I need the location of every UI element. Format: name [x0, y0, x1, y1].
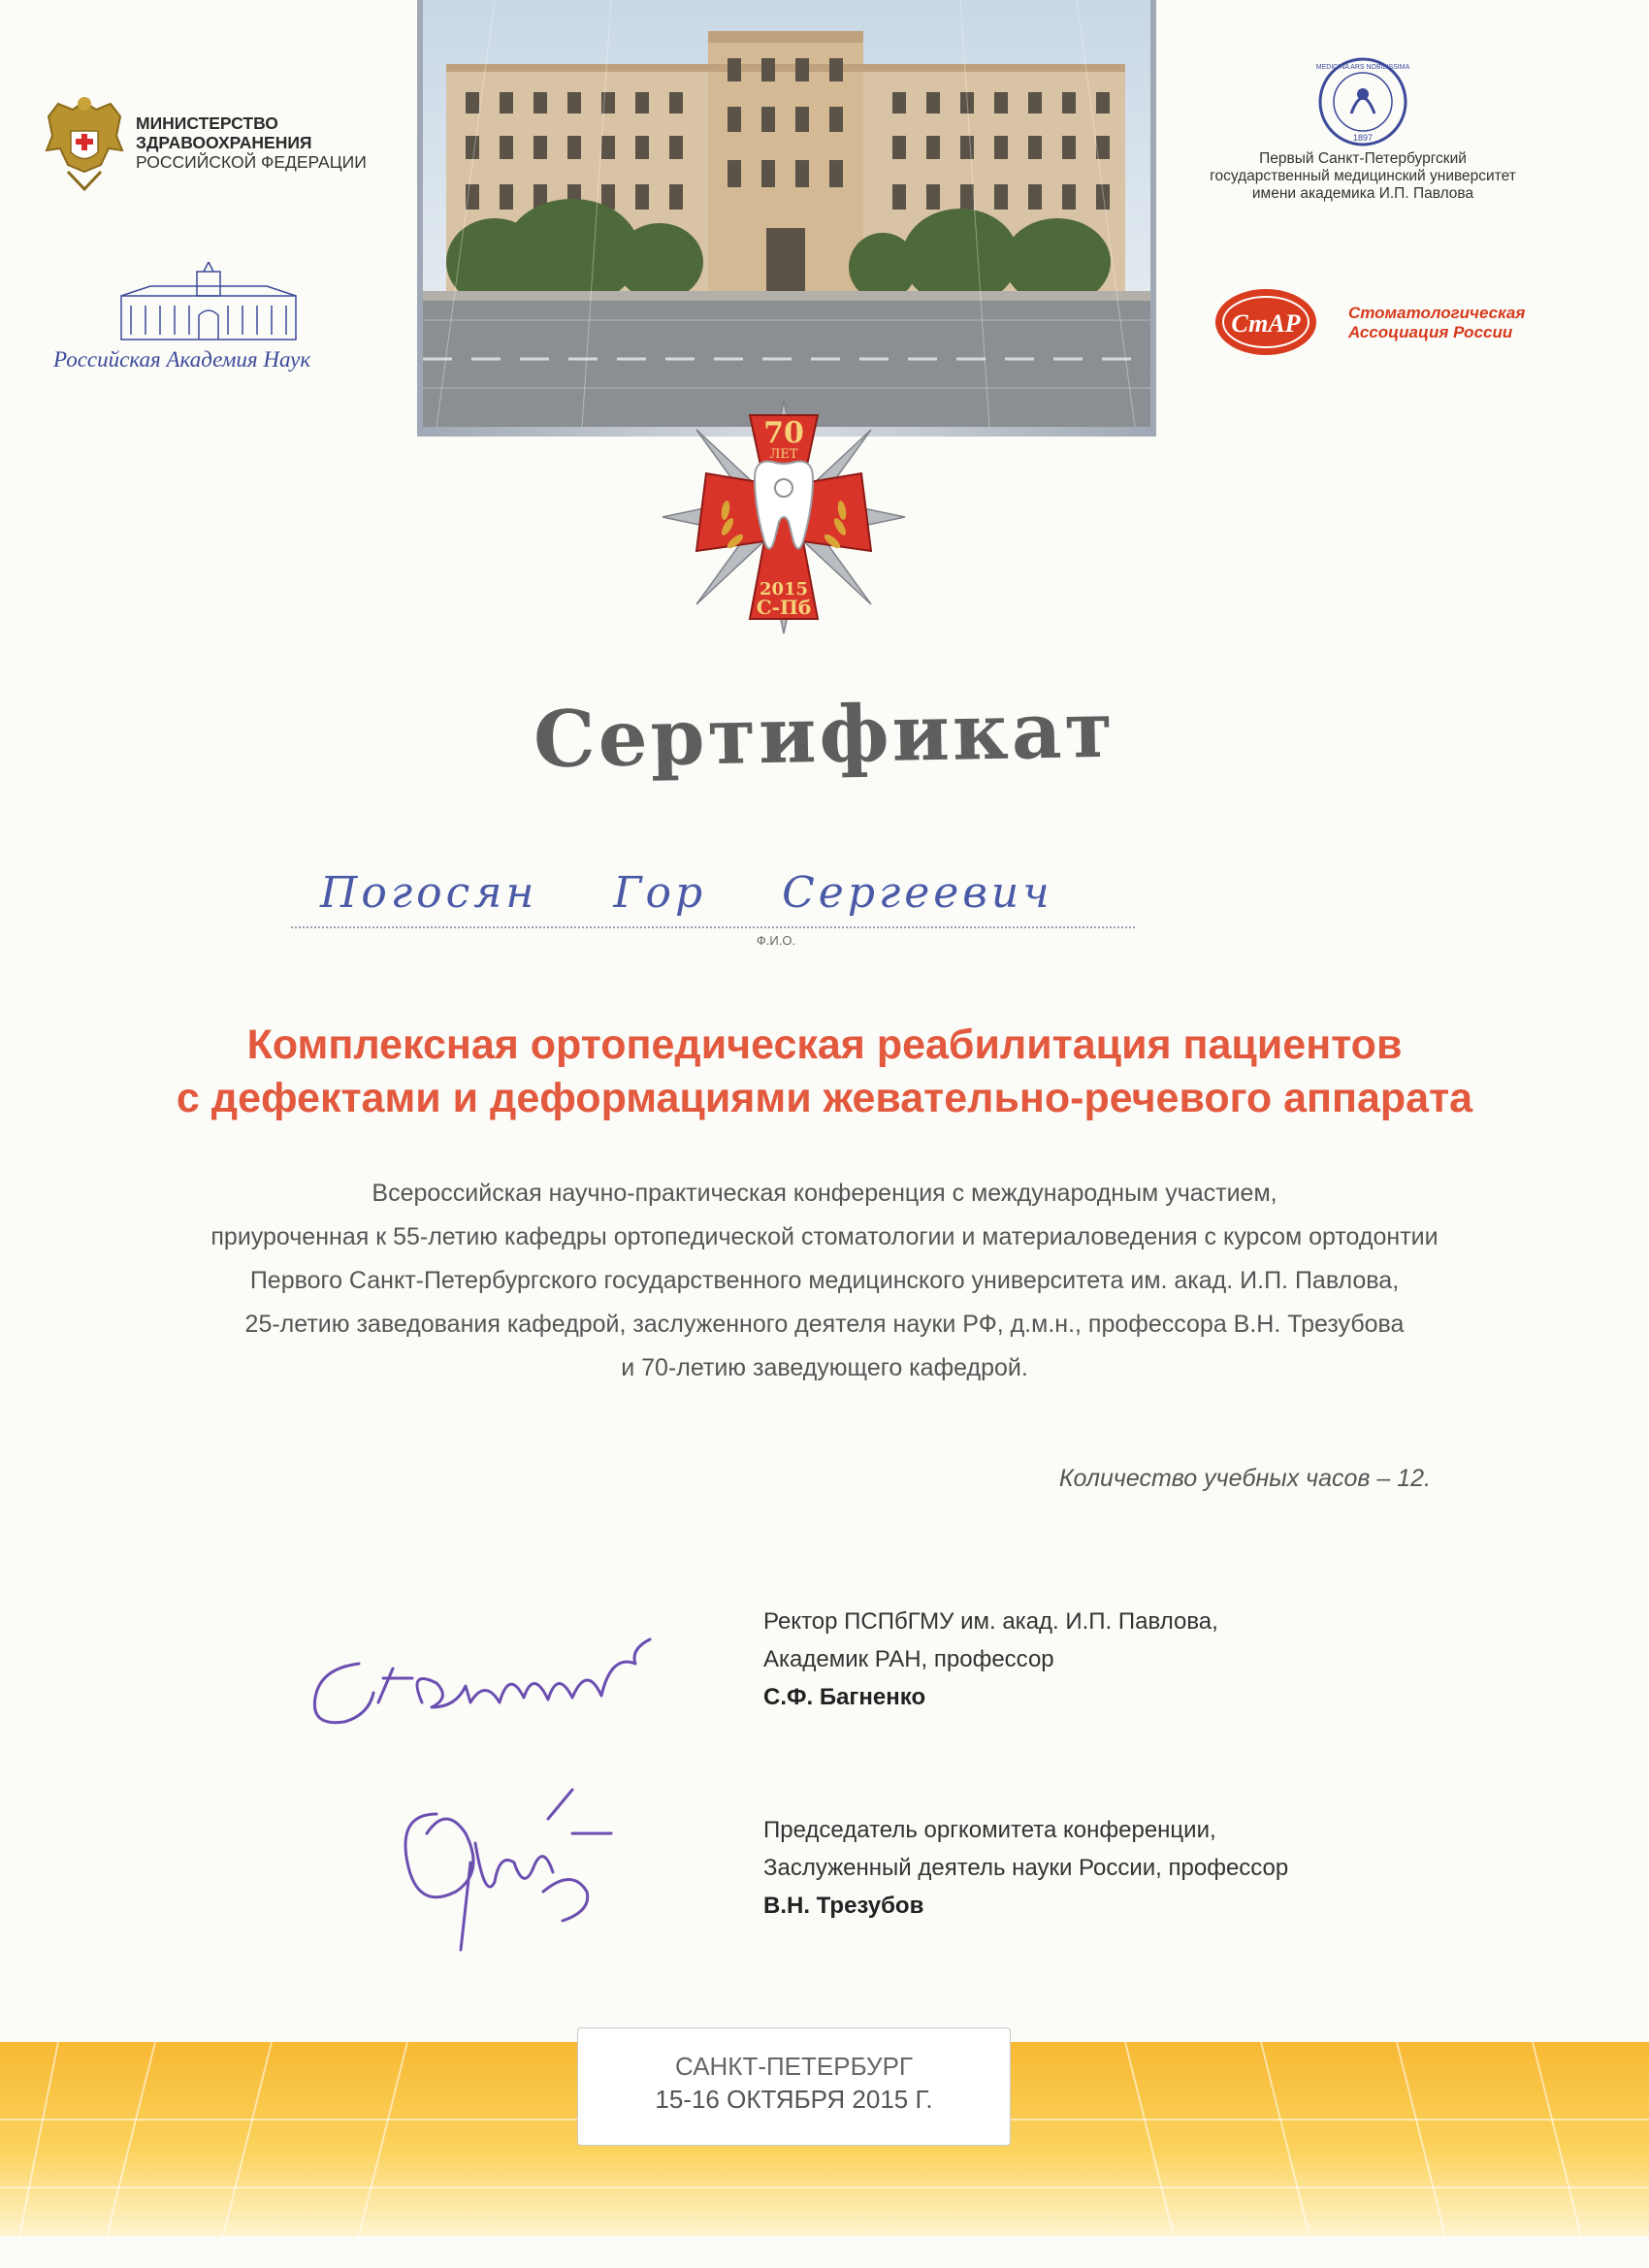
signature-bagnenko [301, 1610, 669, 1746]
headline-line-2: с дефектами и деформациями жевательно-речевого аппарата [176, 1075, 1473, 1121]
headline-line-1: Комплексная ортопедическая реабилитация пациентов [246, 1021, 1403, 1068]
event-place-date [577, 2027, 1011, 2146]
star-line-2: Ассоциация России [1348, 323, 1513, 341]
ministry-line-1: МИНИСТЕРСТВО [136, 113, 278, 133]
rector-position: Ректор ПСПбГМУ им. акад. И.П. Павлова, [763, 1608, 1218, 1635]
emblem-70: 70 [763, 416, 804, 450]
emblem-years: ЛЕТ [769, 447, 798, 462]
signatory-chairman [763, 1811, 1442, 1925]
description-line-2: приуроченная к 55-летию кафедры ортопедической стоматологии и материаловедения с курсом ортодонтии [210, 1223, 1439, 1250]
emblem-year: 2015 [759, 579, 809, 599]
ministry-line-3: РОССИЙСКОЙ ФЕДЕРАЦИИ [136, 152, 367, 172]
building-photo [417, 0, 1156, 437]
conference-description [0, 1172, 1649, 1390]
chairman-position: Председатель оргкомитета конференции, [763, 1817, 1216, 1843]
double-headed-eagle-icon [39, 92, 131, 194]
event-city: САНКТ-ПЕТЕРБУРГ [674, 2052, 913, 2081]
anniversary-emblem [658, 396, 910, 638]
name-caption: Ф.И.О. [756, 933, 796, 948]
course-headline [0, 1019, 1649, 1125]
star-line-1: Стоматологическая [1348, 304, 1526, 322]
university-line-1: Первый Санкт-Петербургский [1259, 150, 1467, 167]
signatory-rector [763, 1603, 1442, 1716]
university-seal-year: 1897 [1352, 133, 1374, 143]
ras-logo [53, 262, 364, 378]
star-association-icon [1212, 286, 1319, 359]
description-line-5: и 70-летию заведующего кафедрой. [621, 1354, 1028, 1381]
ras-name: Российская Академия Наук [53, 347, 311, 372]
academy-building-icon [112, 262, 306, 344]
certificate-title: Сертификат [533, 683, 1116, 786]
chairman-title: Заслуженный деятель науки России, профессор [763, 1855, 1289, 1881]
star-logo [1212, 286, 1581, 364]
star-abbr: СтАР [1231, 309, 1301, 338]
name-underline [291, 926, 1135, 928]
university-logo [1169, 53, 1557, 218]
university-seal-icon [1314, 53, 1411, 150]
ministry-line-2: ЗДРАВООХРАНЕНИЯ [136, 133, 312, 152]
description-line-1: Всероссийская научно-практическая конференция с международным участием, [372, 1180, 1277, 1207]
rector-name: С.Ф. Багненко [763, 1684, 926, 1710]
event-date: 15-16 ОКТЯБРЯ 2015 Г. [655, 2085, 933, 2114]
university-line-2: государственный медицинский университет [1210, 168, 1516, 184]
university-line-3: имени академика И.П. Павлова [1251, 185, 1474, 202]
emblem-city: С-Пб [756, 596, 812, 619]
signature-trezubov [378, 1775, 630, 1960]
university-seal-motto: MEDICINA ARS NOBILISSIMA [1315, 64, 1410, 71]
chairman-name: В.Н. Трезубов [763, 1893, 924, 1919]
study-hours: Количество учебных часов – 12. [1058, 1465, 1431, 1492]
recipient-name: Погосян Гор Сергеевич [320, 868, 1053, 918]
description-line-4: 25-летию заведования кафедрой, заслуженного деятеля науки РФ, д.м.н., профессора В.Н. Трезубова [244, 1311, 1405, 1338]
ministry-logo [39, 92, 407, 199]
rector-title: Академик РАН, профессор [763, 1646, 1054, 1672]
description-line-3: Первого Санкт-Петербургского государственного медицинского университета им. акад. И.П. Павлова, [249, 1267, 1400, 1294]
